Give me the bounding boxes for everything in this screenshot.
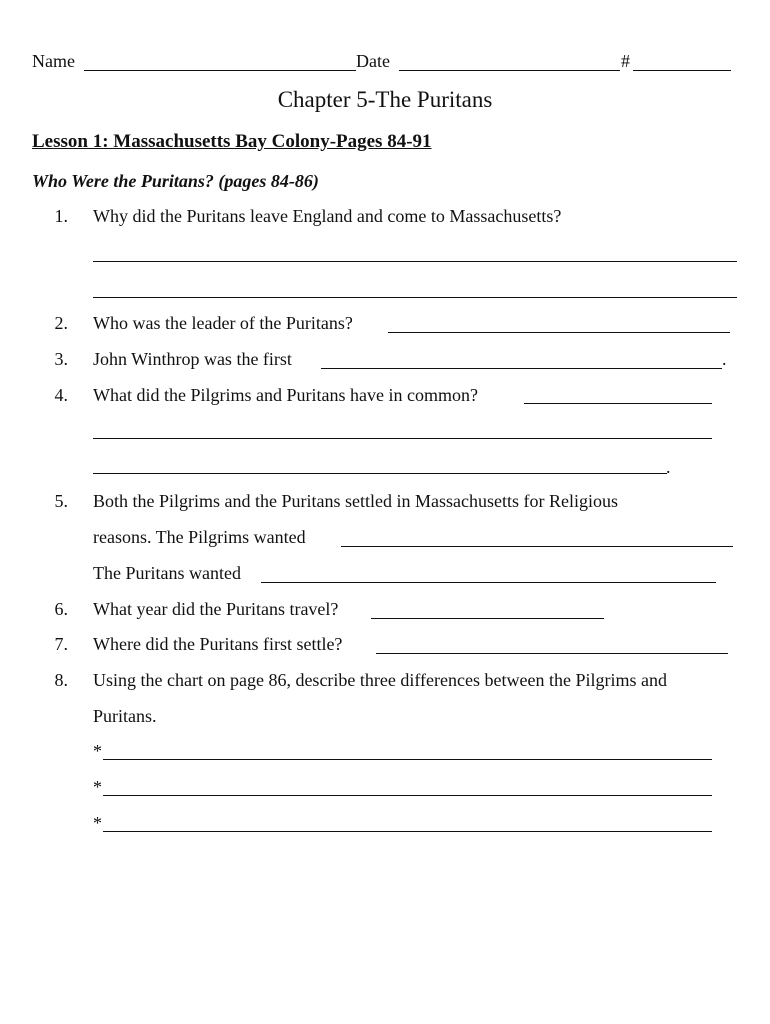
section-heading: Who Were the Puritans? (pages 84-86) — [32, 171, 319, 191]
number-label: # — [621, 51, 630, 71]
answer-line[interactable] — [524, 403, 712, 404]
answer-line[interactable] — [341, 546, 733, 547]
answer-line[interactable] — [93, 438, 712, 439]
number-field[interactable] — [633, 70, 731, 71]
name-field[interactable] — [84, 70, 356, 71]
question-number: 6. — [54, 599, 68, 619]
answer-line[interactable] — [371, 618, 604, 619]
question-5-pilgrims-prompt: reasons. The Pilgrims wanted — [93, 527, 306, 547]
answer-line[interactable] — [93, 473, 667, 474]
lesson-heading: Lesson 1: Massachusetts Bay Colony-Pages 84-91 — [32, 131, 432, 152]
question-8-text: Using the chart on page 86, describe three differences between the Pilgrims and — [93, 670, 667, 690]
answer-line[interactable] — [103, 831, 712, 832]
question-1-text: Why did the Puritans leave England and come to Massachusetts? — [93, 206, 562, 226]
question-3-period: . — [722, 349, 727, 369]
answer-line[interactable] — [93, 261, 737, 262]
question-4-text: What did the Pilgrims and Puritans have in common? — [93, 385, 478, 405]
date-field[interactable] — [399, 70, 620, 71]
question-number: 3. — [54, 349, 68, 369]
answer-line[interactable] — [321, 368, 722, 369]
question-4-period: . — [666, 457, 671, 477]
answer-line[interactable] — [388, 332, 730, 333]
answer-line[interactable] — [93, 297, 737, 298]
question-7-text: Where did the Puritans first settle? — [93, 634, 343, 654]
page-title: Chapter 5-The Puritans — [277, 87, 493, 112]
question-5-text: Both the Pilgrims and the Puritans settled in Massachusetts for Religious — [93, 491, 618, 511]
date-label: Date — [356, 51, 390, 71]
answer-line[interactable] — [103, 759, 712, 760]
question-number: 8. — [54, 670, 68, 690]
question-number: 7. — [54, 634, 68, 654]
bullet-marker: * — [93, 741, 102, 761]
answer-line[interactable] — [103, 795, 712, 796]
question-2-text: Who was the leader of the Puritans? — [93, 313, 353, 333]
answer-line[interactable] — [261, 582, 716, 583]
question-number: 4. — [54, 385, 68, 405]
question-5-puritans-prompt: The Puritans wanted — [93, 563, 241, 583]
question-number: 1. — [54, 206, 68, 226]
bullet-marker: * — [93, 777, 102, 797]
bullet-marker: * — [93, 813, 102, 833]
question-3-text: John Winthrop was the first — [93, 349, 292, 369]
answer-line[interactable] — [376, 653, 728, 654]
question-number: 2. — [54, 313, 68, 333]
question-number: 5. — [54, 491, 68, 511]
question-8-text-cont: Puritans. — [93, 706, 157, 726]
name-label: Name — [32, 51, 75, 71]
question-6-text: What year did the Puritans travel? — [93, 599, 339, 619]
